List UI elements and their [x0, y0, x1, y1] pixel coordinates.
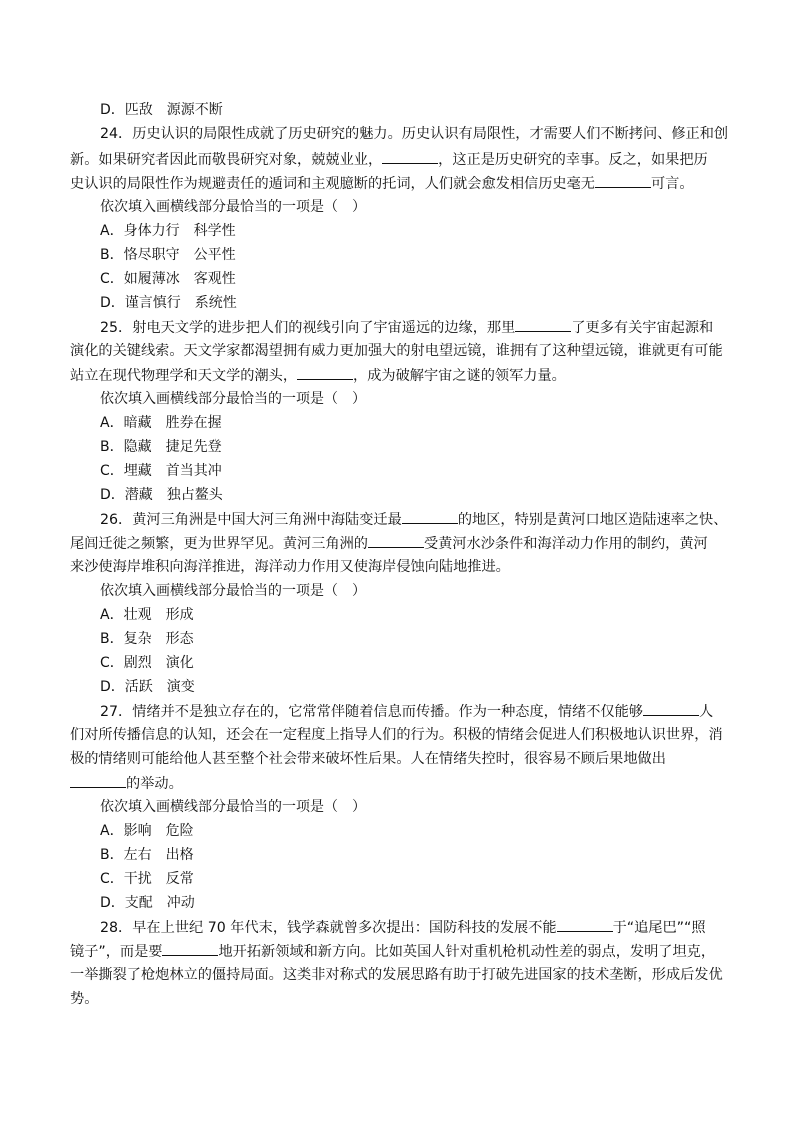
q25-line-3 — [70, 365, 566, 385]
q28-blank-2 — [162, 941, 218, 956]
q24-stem: 依次填入画横线部分最恰当的一项是（ ） — [100, 199, 366, 215]
q26-line-1b: 的地区，特别是黄河口地区造陆速率之快、 — [457, 512, 728, 528]
q26-option-b: B．复杂 形态 — [100, 631, 194, 647]
q27-line-4 — [70, 773, 183, 793]
q25-line-1a: 25．射电天文学的进步把人们的视线引向了宇宙遥远的边缘，那里 — [100, 320, 516, 336]
q26-line-1a: 26．黄河三角洲是中国大河三角洲中海陆变迁最 — [100, 512, 402, 528]
q27-option-c: C．干扰 反常 — [100, 871, 194, 887]
q26-blank-1 — [402, 509, 458, 524]
q27-line-4-text: 的举动。 — [126, 776, 183, 792]
q24-blank-2 — [595, 173, 651, 188]
q25-option-a: A．暗藏 胜券在握 — [100, 415, 222, 431]
q24-line-3 — [70, 173, 694, 193]
q28-line-3: 一举撕裂了枪炮林立的僵持局面。这类非对称式的发展思路有助于打破先进国家的技术垄断，形成后发优 — [70, 967, 723, 983]
q24-option-a: A．身体力行 科学性 — [100, 223, 236, 239]
q24-line-2 — [70, 149, 708, 169]
q24-blank-1 — [382, 149, 438, 164]
q24-line-3b: 可言。 — [650, 176, 694, 192]
q25-option-c: C．埋藏 首当其冲 — [100, 463, 222, 479]
q24-option-d: D．谨言慎行 系统性 — [100, 295, 237, 311]
q24-option-b: B．恪尽职守 公平性 — [100, 247, 236, 263]
q25-blank-2 — [297, 365, 353, 380]
q27-line-1 — [100, 701, 713, 721]
q28-line-2a: 镜子”，而是要 — [70, 944, 163, 960]
q25-line-3a: 站立在现代物理学和天文学的潮头， — [70, 368, 298, 384]
q27-blank-2 — [70, 773, 126, 788]
q24-line-2a: 新。如果研究者因此而敬畏研究对象，兢兢业业， — [70, 152, 383, 168]
q25-option-d: D．潜藏 独占鳌头 — [100, 487, 223, 503]
q26-line-1 — [100, 509, 727, 529]
q26-option-c: C．剧烈 演化 — [100, 655, 194, 671]
q27-option-b: B．左右 出格 — [100, 847, 194, 863]
q27-blank-1 — [643, 701, 699, 716]
q26-line-2a: 尾闾迁徙之频繁，更为世界罕见。黄河三角洲的 — [70, 536, 368, 552]
q27-line-1b: 人 — [699, 704, 714, 720]
q25-option-b: B．隐藏 捷足先登 — [100, 439, 222, 455]
q26-line-3: 来沙使海岸堆积向海洋推进，海洋动力作用又使海岸侵蚀向陆地推进。 — [70, 559, 510, 575]
q27-option-a: A．影响 危险 — [100, 823, 194, 839]
q25-stem: 依次填入画横线部分最恰当的一项是（ ） — [100, 391, 366, 407]
q28-line-4: 势。 — [70, 991, 99, 1007]
q24-line-3a: 史认识的局限性作为规避责任的遁词和主观臆断的托词，人们就会愈发相信历史毫无 — [70, 176, 595, 192]
q26-blank-2 — [368, 533, 424, 548]
q28-line-2 — [70, 941, 715, 961]
q26-option-d: D．活跃 演变 — [100, 679, 195, 695]
q28-line-1 — [100, 917, 706, 937]
q25-line-2: 演化的关键线索。天文学家都渴望拥有威力更加强大的射电望远镜，谁拥有了这种望远镜，谁就更有可能 — [70, 343, 723, 359]
q26-line-2b: 受黄河水沙条件和海洋动力作用的制约，黄河 — [423, 536, 708, 552]
q27-line-2: 们对所传播信息的认知，还会在一定程度上指导人们的行为。积极的情绪会促进人们积极地认识世界，消 — [70, 727, 723, 743]
q27-option-d: D．支配 冲动 — [100, 895, 195, 911]
q25-line-1 — [100, 317, 713, 337]
q25-blank-1 — [515, 317, 571, 332]
q25-line-1b: 了更多有关宇宙起源和 — [571, 320, 714, 336]
q26-option-a: A．壮观 形成 — [100, 607, 194, 623]
q28-line-2b: 地开拓新领域和新方向。比如英国人针对重机枪机动性差的弱点，发明了坦克， — [218, 944, 716, 960]
q24-line-1: 24．历史认识的局限性成就了历史研究的魅力。历史认识有局限性，才需要人们不断拷问、修正和创 — [100, 126, 729, 142]
q26-line-2 — [70, 533, 708, 553]
q23-option-d: D．匹敌 源源不断 — [100, 102, 223, 118]
q24-line-2b: ，这正是历史研究的幸事。反之，如果把历 — [438, 152, 708, 168]
q27-stem: 依次填入画横线部分最恰当的一项是（ ） — [100, 799, 366, 815]
q26-stem: 依次填入画横线部分最恰当的一项是（ ） — [100, 583, 366, 599]
q28-line-1a: 28．早在上世纪 70 年代末，钱学森就曾多次提出：国防科技的发展不能 — [100, 920, 557, 936]
q27-line-1a: 27．情绪并不是独立存在的，它常常伴随着信息而传播。作为一种态度，情绪不仅能够 — [100, 704, 643, 720]
q28-line-1b: 于“追尾巴”“照 — [612, 920, 706, 936]
q25-line-3b: ，成为破解宇宙之谜的领军力量。 — [353, 368, 566, 384]
q28-blank-1 — [557, 917, 613, 932]
q27-line-3: 极的情绪则可能给他人甚至整个社会带来破坏性后果。人在情绪失控时，很容易不顾后果地做出 — [70, 751, 666, 767]
q24-option-c: C．如履薄冰 客观性 — [100, 271, 236, 287]
